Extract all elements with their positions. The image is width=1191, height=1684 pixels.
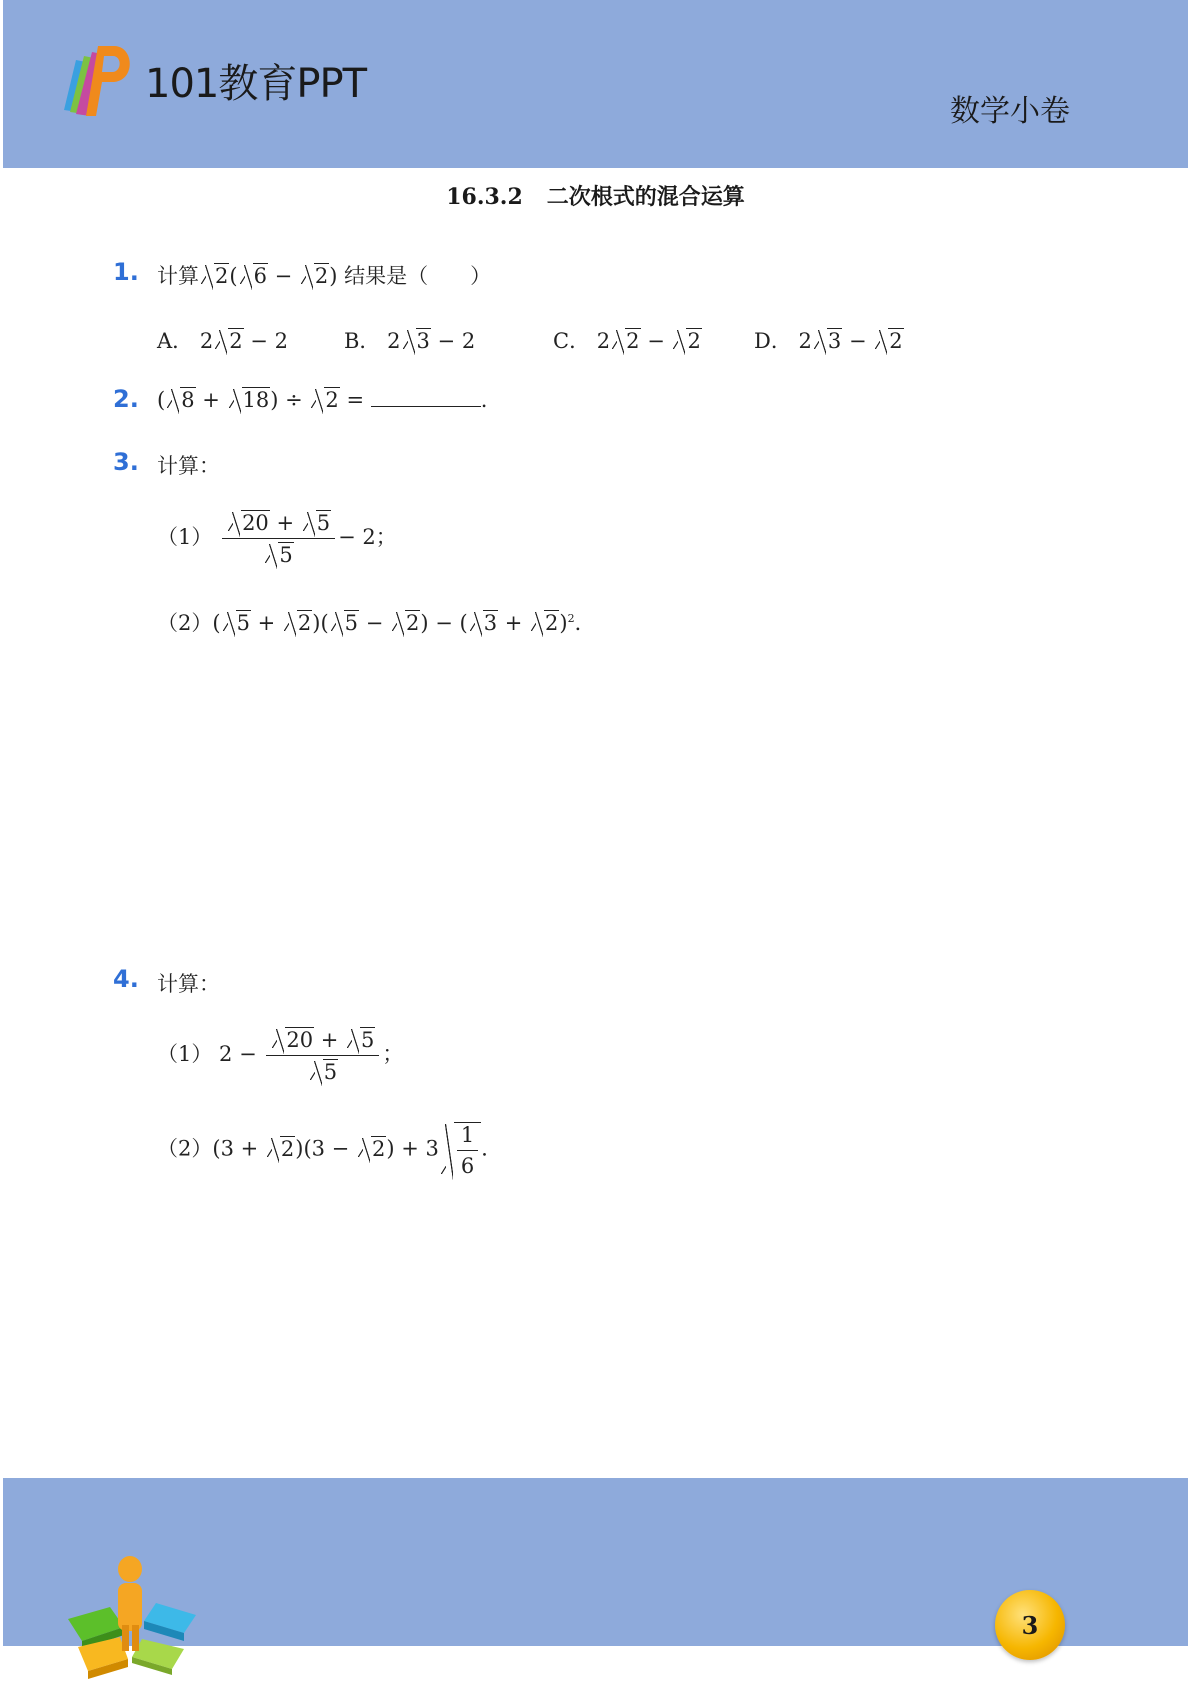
q1-option-b[interactable]: B． 2 3 − 2 [344,329,476,353]
answer-blank[interactable] [371,388,481,407]
doc-title [0,180,1191,211]
brand-logo-icon [56,40,136,118]
header-title: 数学小卷 [950,94,1070,129]
q1-suffix: 结果是（ ） [344,264,492,288]
question-3-number: 3. [113,448,139,476]
question-3-part-1: （1） $\frac{20 + 5}{5}$ − 2； [157,511,397,568]
q1-prefix: 计算 [157,264,199,288]
learning-blocks-icon [68,1555,218,1683]
brand-name: 101教育PPT [145,61,367,107]
q1-option-a[interactable]: A． 2 2 − 2 [157,329,288,353]
sqrt: 2 [201,263,229,288]
question-2-stem: ( 8 + 18) ÷ 2 = . [157,388,488,412]
fraction: $\frac{20 + 5}{5}$ [222,510,335,567]
q1-option-d[interactable]: D． 2 3 − 2 [754,329,903,353]
question-3-prompt: 计算： [157,454,220,478]
page-number-badge: 3 [995,1590,1065,1660]
question-1-number: 1. [113,258,139,286]
section-title: 二次根式的混合运算 [546,184,745,210]
question-1-stem: 计算 2( 6 − 2) 结果是（ ） [157,264,492,288]
section-number: 16.3.2 [446,184,523,210]
question-4-number: 4. [113,965,139,993]
question-2-number: 2. [113,385,139,413]
question-4-part-1: （1） 2 − $\frac{20 + 5}{5}$ ； [157,1028,404,1085]
question-4-prompt: 计算： [157,972,220,996]
fraction: $\frac{20 + 5}{5}$ [266,1027,379,1084]
question-3-part-2: （2）( 5 + 2)( 5 − 2) − ( 3 + 2)$^2$． [157,611,596,635]
q1-option-c[interactable]: C． 2 2 − 2 [553,329,701,353]
question-4-part-2: （2）(3 + 2)(3 − 2) + 3 $\frac{1}{6}$ ． [157,1123,503,1179]
